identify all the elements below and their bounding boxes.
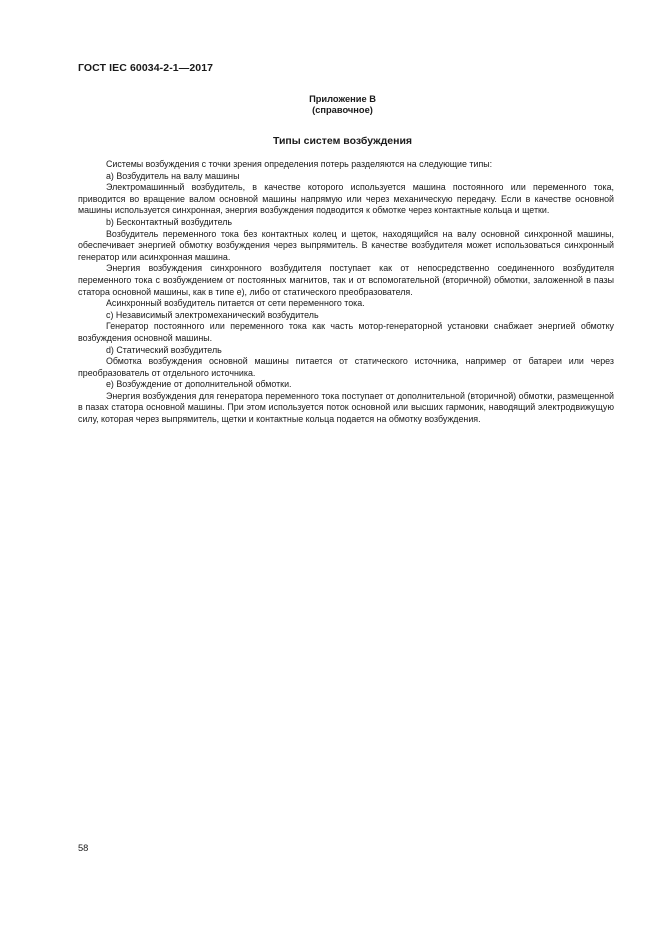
section-title: Типы систем возбуждения [272,135,413,147]
list-item-heading: а) Возбудитель на валу машины [106,170,240,181]
paragraph: Генератор постоянного или переменного тока как часть мотор-генераторной установки снабжает энергией обмотку возбуждения основной машины. [78,321,614,343]
paragraph: Возбудитель переменного тока без контактных колец и щеток, находящийся на валу основной синхронной машины, обеспечивает энергией обмотку возбуждения через выпрямитель. В качестве возбудителя может использоваться синхронный генератор или асинхронная машина. [78,228,614,262]
paragraph: Энергия возбуждения синхронного возбудителя поступает как от непосредственно соединенного возбудителя переменного тока с возбуждением от постоянных магнитов, так и от вспомогательной (вторичной) обмотки, заложенной в пазы статора основной машины, как в типе е), либо от статического преобразователя. [78,263,614,297]
list-item-heading: d) Статический возбудитель [106,344,222,355]
page-number: 58 [78,843,89,853]
list-item-heading: b) Бесконтактный возбудитель [106,216,233,227]
paragraph: Системы возбуждения с точки зрения определения потерь разделяются на следующие типы: [106,159,493,169]
list-item-heading: е) Возбуждение от дополнительной обмотки. [106,379,292,390]
list-item-heading: с) Независимый электромеханический возбудитель [106,309,319,320]
appendix-note: (справочное) [312,105,373,115]
appendix-title: Приложение В [309,94,376,104]
paragraph: Электромашинный возбудитель, в качестве которого используется машина постоянного или переменного тока, приводится во вращение валом основной машины напрямую или через механическую передачу. Если в качестве основной машины используется синхронная, энергия возбуждения подводится к обмотке через контактные кольца и щетки. [78,182,614,216]
body-text [78,159,614,426]
paragraph: Обмотка возбуждения основной машины питается от статического источника, например от батареи или через преобразователь от отдельного источника. [78,356,614,378]
standard-header: ГОСТ IEC 60034-2-1—2017 [78,62,214,74]
paragraph: Асинхронный возбудитель питается от сети переменного тока. [106,298,365,309]
paragraph: Энергия возбуждения для генератора переменного тока поступает от дополнительной (вторичной) обмотки, размещенной в пазах статора основной машины. При этом используется поток основной или высших гармоник, наводящий электродвижущую силу, которая через выпрямитель, щетки и контактные кольца подается на обмотку возбуждения. [78,390,614,425]
